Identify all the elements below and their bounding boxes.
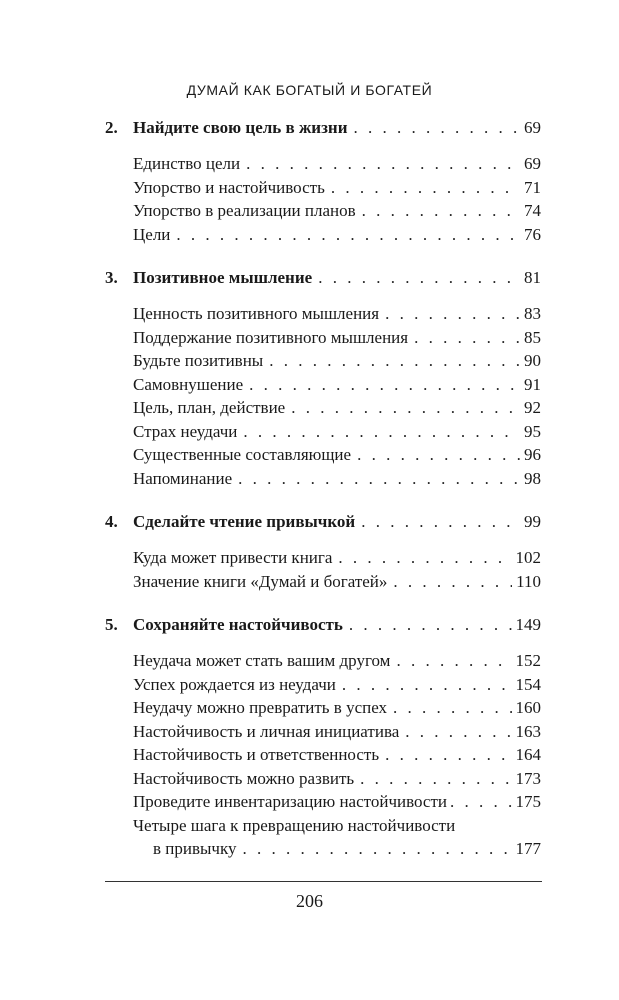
toc-entry xyxy=(133,720,541,744)
entry-page: 152 xyxy=(515,651,541,670)
entry-title: Неудачу можно превратить в успех xyxy=(133,698,388,717)
toc-entry xyxy=(133,649,541,673)
chapter-number: 5. xyxy=(105,615,118,634)
entry-page: 154 xyxy=(515,674,541,694)
chapter-title: Позитивное мышление xyxy=(133,268,313,287)
footer-rule xyxy=(105,881,542,882)
entry-page: 76 xyxy=(524,224,541,244)
entry-title: Напоминание xyxy=(133,468,233,488)
entry-title: Упорство в реализации планов xyxy=(133,201,356,220)
chapter-4 xyxy=(105,510,541,593)
toc-entry xyxy=(133,420,541,444)
dot-leader xyxy=(405,720,511,744)
dot-leader xyxy=(361,510,520,534)
entry-page: 71 xyxy=(524,177,541,197)
entry-title: Четыре шага к превращению настойчивости xyxy=(133,815,456,835)
entry-page: 98 xyxy=(524,468,541,488)
entry-page: 85 xyxy=(524,327,541,347)
entry-page: 175 xyxy=(515,792,541,811)
entry-page: 177 xyxy=(515,839,541,858)
entry-page: 96 xyxy=(524,445,541,464)
entry-title: Самовнушение xyxy=(133,374,244,394)
chapter-number: 4. xyxy=(105,512,118,531)
dot-leader xyxy=(176,223,520,247)
chapter-page: 149 xyxy=(515,615,541,634)
chapter-number: 2. xyxy=(105,118,118,137)
entry-page: 164 xyxy=(515,745,541,764)
entry-page: 163 xyxy=(515,721,541,741)
entry-title: Существенные составляющие xyxy=(133,445,352,464)
entry-title: Настойчивость можно развить xyxy=(133,768,355,788)
entry-title: Единство цели xyxy=(133,154,241,173)
toc-entry xyxy=(133,467,541,491)
dot-leader xyxy=(269,349,520,373)
toc-entry xyxy=(133,546,541,570)
entry-title-continuation: в привычку xyxy=(153,839,237,858)
chapter-3 xyxy=(105,266,541,490)
dot-leader xyxy=(414,326,520,350)
entry-title: Страх неудачи xyxy=(133,421,238,441)
entry-page: 102 xyxy=(515,548,541,567)
dot-leader xyxy=(354,116,520,140)
entry-page: 90 xyxy=(524,351,541,370)
toc-entry xyxy=(133,570,541,594)
dot-leader xyxy=(238,467,520,491)
dot-leader xyxy=(338,546,511,570)
entry-title: Значение книги «Думай и богатей» xyxy=(133,571,388,591)
toc-entry xyxy=(133,152,541,176)
dot-leader xyxy=(243,420,520,444)
entry-title: Успех рождается из неудачи xyxy=(133,674,336,694)
page-number: 206 xyxy=(296,891,323,911)
entry-title: Настойчивость и ответственность xyxy=(133,745,380,764)
dot-leader xyxy=(396,649,511,673)
dot-leader xyxy=(249,373,520,397)
entry-title: Настойчивость и личная инициатива xyxy=(133,721,400,741)
toc-entry xyxy=(133,176,541,200)
entry-page: 91 xyxy=(524,374,541,394)
chapter-heading xyxy=(105,266,541,290)
entry-page: 69 xyxy=(524,154,541,173)
toc-entry xyxy=(133,396,541,420)
dot-leader xyxy=(385,743,511,767)
toc-entry xyxy=(133,326,541,350)
dot-leader xyxy=(246,152,520,176)
entry-page: 74 xyxy=(524,201,541,220)
toc-entry xyxy=(133,673,541,697)
entry-title: Ценность позитивного мышления xyxy=(133,304,380,323)
entry-title: Проведите инвентаризацию настойчивости xyxy=(133,792,447,811)
dot-leader xyxy=(393,570,512,594)
entry-title: Куда может привести книга xyxy=(133,548,333,567)
toc-entry xyxy=(133,373,541,397)
chapter-title: Сохраняйте настойчивость xyxy=(133,615,343,634)
dot-leader xyxy=(243,837,512,861)
toc-entry xyxy=(133,223,541,247)
chapter-2 xyxy=(105,116,541,246)
table-of-contents xyxy=(105,116,541,881)
dot-leader xyxy=(362,199,520,223)
chapter-page: 69 xyxy=(524,118,541,137)
entry-page: 160 xyxy=(515,698,541,717)
dot-leader xyxy=(393,696,511,720)
entry-page: 110 xyxy=(516,571,541,591)
dot-leader xyxy=(291,396,520,420)
toc-entry xyxy=(133,814,541,838)
entry-page: 95 xyxy=(524,421,541,441)
chapter-heading xyxy=(105,116,541,140)
chapter-page: 99 xyxy=(524,512,541,531)
dot-leader xyxy=(331,176,520,200)
dot-leader xyxy=(450,790,513,814)
toc-entry xyxy=(133,349,541,373)
dot-leader xyxy=(385,302,520,326)
dot-leader xyxy=(318,266,520,290)
chapter-title: Сделайте чтение привычкой xyxy=(133,512,356,531)
dot-leader xyxy=(342,673,512,697)
entry-title: Цель, план, действие xyxy=(133,398,286,417)
toc-entry xyxy=(133,696,541,720)
toc-entry xyxy=(133,443,541,467)
dot-leader xyxy=(360,767,511,791)
entry-page: 92 xyxy=(524,398,541,417)
entry-title: Будьте позитивны xyxy=(133,351,264,370)
entry-title: Поддержание позитивного мышления xyxy=(133,327,409,347)
chapter-heading xyxy=(105,613,541,637)
entry-page: 173 xyxy=(515,768,541,788)
dot-leader xyxy=(349,613,512,637)
chapter-5 xyxy=(105,613,541,861)
chapter-title: Найдите свою цель в жизни xyxy=(133,118,348,137)
toc-entry xyxy=(133,302,541,326)
dot-leader xyxy=(357,443,520,467)
toc-entry xyxy=(133,790,541,814)
chapter-heading xyxy=(105,510,541,534)
toc-entry-continuation xyxy=(133,837,541,861)
toc-entry xyxy=(133,743,541,767)
entry-title: Упорство и настойчивость xyxy=(133,177,325,197)
chapter-number: 3. xyxy=(105,268,118,287)
entry-title: Цели xyxy=(133,224,171,244)
toc-entry xyxy=(133,767,541,791)
toc-entry xyxy=(133,199,541,223)
entry-page: 83 xyxy=(524,304,541,323)
chapter-page: 81 xyxy=(524,268,541,287)
running-head: ДУМАЙ КАК БОГАТЫЙ И БОГАТЕЙ xyxy=(186,82,433,98)
entry-title: Неудача может стать вашим другом xyxy=(133,651,391,670)
